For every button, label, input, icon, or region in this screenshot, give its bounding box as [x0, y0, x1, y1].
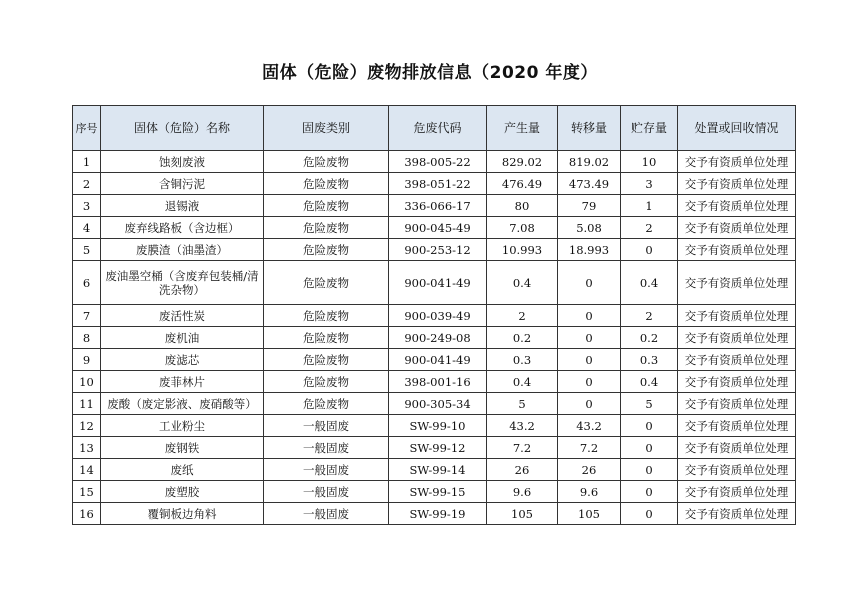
- waste-name-cell: 废滤芯: [101, 349, 264, 371]
- waste-code-cell: 900-305-34: [389, 393, 487, 415]
- generated-amount-cell: 105: [487, 503, 558, 525]
- generated-amount-cell: 26: [487, 459, 558, 481]
- transferred-amount-cell: 0: [558, 261, 621, 305]
- waste-name-cell: 废机油: [101, 327, 264, 349]
- table-row: [73, 195, 796, 217]
- waste-category-cell: 危险废物: [264, 217, 389, 239]
- waste-category-cell: 危险废物: [264, 195, 389, 217]
- transferred-amount-cell: 0: [558, 305, 621, 327]
- disposal-method-cell: 交予有资质单位处理: [678, 503, 796, 525]
- disposal-method-cell: 交予有资质单位处理: [678, 481, 796, 503]
- waste-category-cell: 危险废物: [264, 327, 389, 349]
- disposal-method-cell: 交予有资质单位处理: [678, 327, 796, 349]
- disposal-method-cell: 交予有资质单位处理: [678, 393, 796, 415]
- generated-amount-cell: 0.4: [487, 371, 558, 393]
- waste-category-cell: 一般固废: [264, 481, 389, 503]
- disposal-method-cell: 交予有资质单位处理: [678, 415, 796, 437]
- table-row: [73, 173, 796, 195]
- waste-name-cell: 废酸（废定影液、废硝酸等）: [101, 393, 264, 415]
- generated-amount-cell: 5: [487, 393, 558, 415]
- row-number-cell: 5: [73, 239, 101, 261]
- waste-name-cell: 废纸: [101, 459, 264, 481]
- waste-category-cell: 危险废物: [264, 393, 389, 415]
- transferred-amount-cell: 7.2: [558, 437, 621, 459]
- stored-amount-cell: 5: [621, 393, 678, 415]
- table-row: [73, 459, 796, 481]
- table-row: [73, 437, 796, 459]
- generated-amount-cell: 0.3: [487, 349, 558, 371]
- table-row: [73, 239, 796, 261]
- waste-code-cell: 398-001-16: [389, 371, 487, 393]
- stored-amount-cell: 10: [621, 151, 678, 173]
- transferred-amount-cell: 0: [558, 349, 621, 371]
- waste-code-cell: SW-99-19: [389, 503, 487, 525]
- row-number-cell: 14: [73, 459, 101, 481]
- waste-name-cell: 含铜污泥: [101, 173, 264, 195]
- transferred-amount-cell: 105: [558, 503, 621, 525]
- waste-code-cell: 900-253-12: [389, 239, 487, 261]
- table-row: [73, 305, 796, 327]
- row-number-cell: 1: [73, 151, 101, 173]
- disposal-method-cell: 交予有资质单位处理: [678, 151, 796, 173]
- waste-category-cell: 一般固废: [264, 437, 389, 459]
- generated-amount-cell: 0.4: [487, 261, 558, 305]
- document-title: 固体（危险）废物排放信息（2020 年度）: [262, 63, 598, 83]
- stored-amount-cell: 0.4: [621, 371, 678, 393]
- waste-category-cell: 危险废物: [264, 173, 389, 195]
- transferred-amount-cell: 819.02: [558, 151, 621, 173]
- table-header-row: [73, 106, 796, 151]
- row-number-cell: 9: [73, 349, 101, 371]
- row-number-cell: 6: [73, 261, 101, 305]
- table-row: [73, 261, 796, 305]
- table-row: [73, 151, 796, 173]
- row-number-cell: 10: [73, 371, 101, 393]
- row-number-cell: 13: [73, 437, 101, 459]
- waste-name-cell: 废钢铁: [101, 437, 264, 459]
- waste-name-cell: 废菲林片: [101, 371, 264, 393]
- waste-name-cell: 工业粉尘: [101, 415, 264, 437]
- stored-amount-cell: 1: [621, 195, 678, 217]
- generated-amount-cell: 7.2: [487, 437, 558, 459]
- waste-discharge-table: [72, 105, 796, 525]
- generated-amount-cell: 80: [487, 195, 558, 217]
- stored-amount-cell: 0: [621, 239, 678, 261]
- waste-code-cell: SW-99-12: [389, 437, 487, 459]
- transferred-amount-cell: 0: [558, 393, 621, 415]
- header-cell: 产生量: [487, 106, 558, 151]
- waste-code-cell: SW-99-15: [389, 481, 487, 503]
- stored-amount-cell: 0: [621, 459, 678, 481]
- waste-code-cell: 398-051-22: [389, 173, 487, 195]
- generated-amount-cell: 9.6: [487, 481, 558, 503]
- transferred-amount-cell: 9.6: [558, 481, 621, 503]
- waste-category-cell: 危险废物: [264, 349, 389, 371]
- waste-code-cell: SW-99-14: [389, 459, 487, 481]
- disposal-method-cell: 交予有资质单位处理: [678, 371, 796, 393]
- waste-category-cell: 危险废物: [264, 239, 389, 261]
- generated-amount-cell: 7.08: [487, 217, 558, 239]
- stored-amount-cell: 2: [621, 305, 678, 327]
- transferred-amount-cell: 26: [558, 459, 621, 481]
- waste-code-cell: 900-039-49: [389, 305, 487, 327]
- stored-amount-cell: 0.3: [621, 349, 678, 371]
- transferred-amount-cell: 0: [558, 371, 621, 393]
- waste-category-cell: 危险废物: [264, 261, 389, 305]
- table-row: [73, 217, 796, 239]
- waste-category-cell: 一般固废: [264, 459, 389, 481]
- disposal-method-cell: 交予有资质单位处理: [678, 437, 796, 459]
- row-number-cell: 8: [73, 327, 101, 349]
- transferred-amount-cell: 0: [558, 327, 621, 349]
- header-cell: 固体（危险）名称: [101, 106, 264, 151]
- generated-amount-cell: 476.49: [487, 173, 558, 195]
- waste-name-cell: 覆铜板边角料: [101, 503, 264, 525]
- waste-code-cell: 336-066-17: [389, 195, 487, 217]
- waste-name-cell: 退锡液: [101, 195, 264, 217]
- disposal-method-cell: 交予有资质单位处理: [678, 239, 796, 261]
- table-row: [73, 393, 796, 415]
- waste-category-cell: 一般固废: [264, 415, 389, 437]
- row-number-cell: 4: [73, 217, 101, 239]
- waste-name-cell: 废油墨空桶（含废弃包装桶/清洗杂物）: [101, 261, 264, 305]
- waste-code-cell: SW-99-10: [389, 415, 487, 437]
- row-number-cell: 11: [73, 393, 101, 415]
- transferred-amount-cell: 79: [558, 195, 621, 217]
- waste-category-cell: 危险废物: [264, 151, 389, 173]
- table-row: [73, 327, 796, 349]
- transferred-amount-cell: 473.49: [558, 173, 621, 195]
- table-row: [73, 415, 796, 437]
- stored-amount-cell: 0: [621, 503, 678, 525]
- stored-amount-cell: 0.4: [621, 261, 678, 305]
- header-cell: 处置或回收情况: [678, 106, 796, 151]
- waste-name-cell: 蚀刻废液: [101, 151, 264, 173]
- waste-category-cell: 危险废物: [264, 371, 389, 393]
- waste-code-cell: 900-041-49: [389, 261, 487, 305]
- stored-amount-cell: 0: [621, 481, 678, 503]
- waste-name-cell: 废活性炭: [101, 305, 264, 327]
- table-row: [73, 371, 796, 393]
- generated-amount-cell: 829.02: [487, 151, 558, 173]
- table-body: [73, 151, 796, 525]
- transferred-amount-cell: 43.2: [558, 415, 621, 437]
- stored-amount-cell: 3: [621, 173, 678, 195]
- stored-amount-cell: 0: [621, 437, 678, 459]
- waste-code-cell: 398-005-22: [389, 151, 487, 173]
- disposal-method-cell: 交予有资质单位处理: [678, 217, 796, 239]
- header-cell: 转移量: [558, 106, 621, 151]
- disposal-method-cell: 交予有资质单位处理: [678, 173, 796, 195]
- generated-amount-cell: 10.993: [487, 239, 558, 261]
- table-row: [73, 503, 796, 525]
- waste-name-cell: 废膜渣（油墨渣）: [101, 239, 264, 261]
- disposal-method-cell: 交予有资质单位处理: [678, 305, 796, 327]
- row-number-cell: 3: [73, 195, 101, 217]
- waste-code-cell: 900-041-49: [389, 349, 487, 371]
- generated-amount-cell: 0.2: [487, 327, 558, 349]
- disposal-method-cell: 交予有资质单位处理: [678, 195, 796, 217]
- row-number-cell: 2: [73, 173, 101, 195]
- stored-amount-cell: 0.2: [621, 327, 678, 349]
- waste-name-cell: 废弃线路板（含边框）: [101, 217, 264, 239]
- transferred-amount-cell: 18.993: [558, 239, 621, 261]
- disposal-method-cell: 交予有资质单位处理: [678, 349, 796, 371]
- header-cell: 贮存量: [621, 106, 678, 151]
- row-number-cell: 15: [73, 481, 101, 503]
- generated-amount-cell: 2: [487, 305, 558, 327]
- header-cell: 危废代码: [389, 106, 487, 151]
- waste-name-cell: 废塑胶: [101, 481, 264, 503]
- waste-category-cell: 危险废物: [264, 305, 389, 327]
- waste-code-cell: 900-249-08: [389, 327, 487, 349]
- waste-category-cell: 一般固废: [264, 503, 389, 525]
- header-cell: 序号: [73, 106, 101, 151]
- generated-amount-cell: 43.2: [487, 415, 558, 437]
- stored-amount-cell: 2: [621, 217, 678, 239]
- disposal-method-cell: 交予有资质单位处理: [678, 459, 796, 481]
- disposal-method-cell: 交予有资质单位处理: [678, 261, 796, 305]
- row-number-cell: 7: [73, 305, 101, 327]
- row-number-cell: 12: [73, 415, 101, 437]
- table-row: [73, 481, 796, 503]
- stored-amount-cell: 0: [621, 415, 678, 437]
- transferred-amount-cell: 5.08: [558, 217, 621, 239]
- row-number-cell: 16: [73, 503, 101, 525]
- header-cell: 固废类别: [264, 106, 389, 151]
- table-row: [73, 349, 796, 371]
- waste-code-cell: 900-045-49: [389, 217, 487, 239]
